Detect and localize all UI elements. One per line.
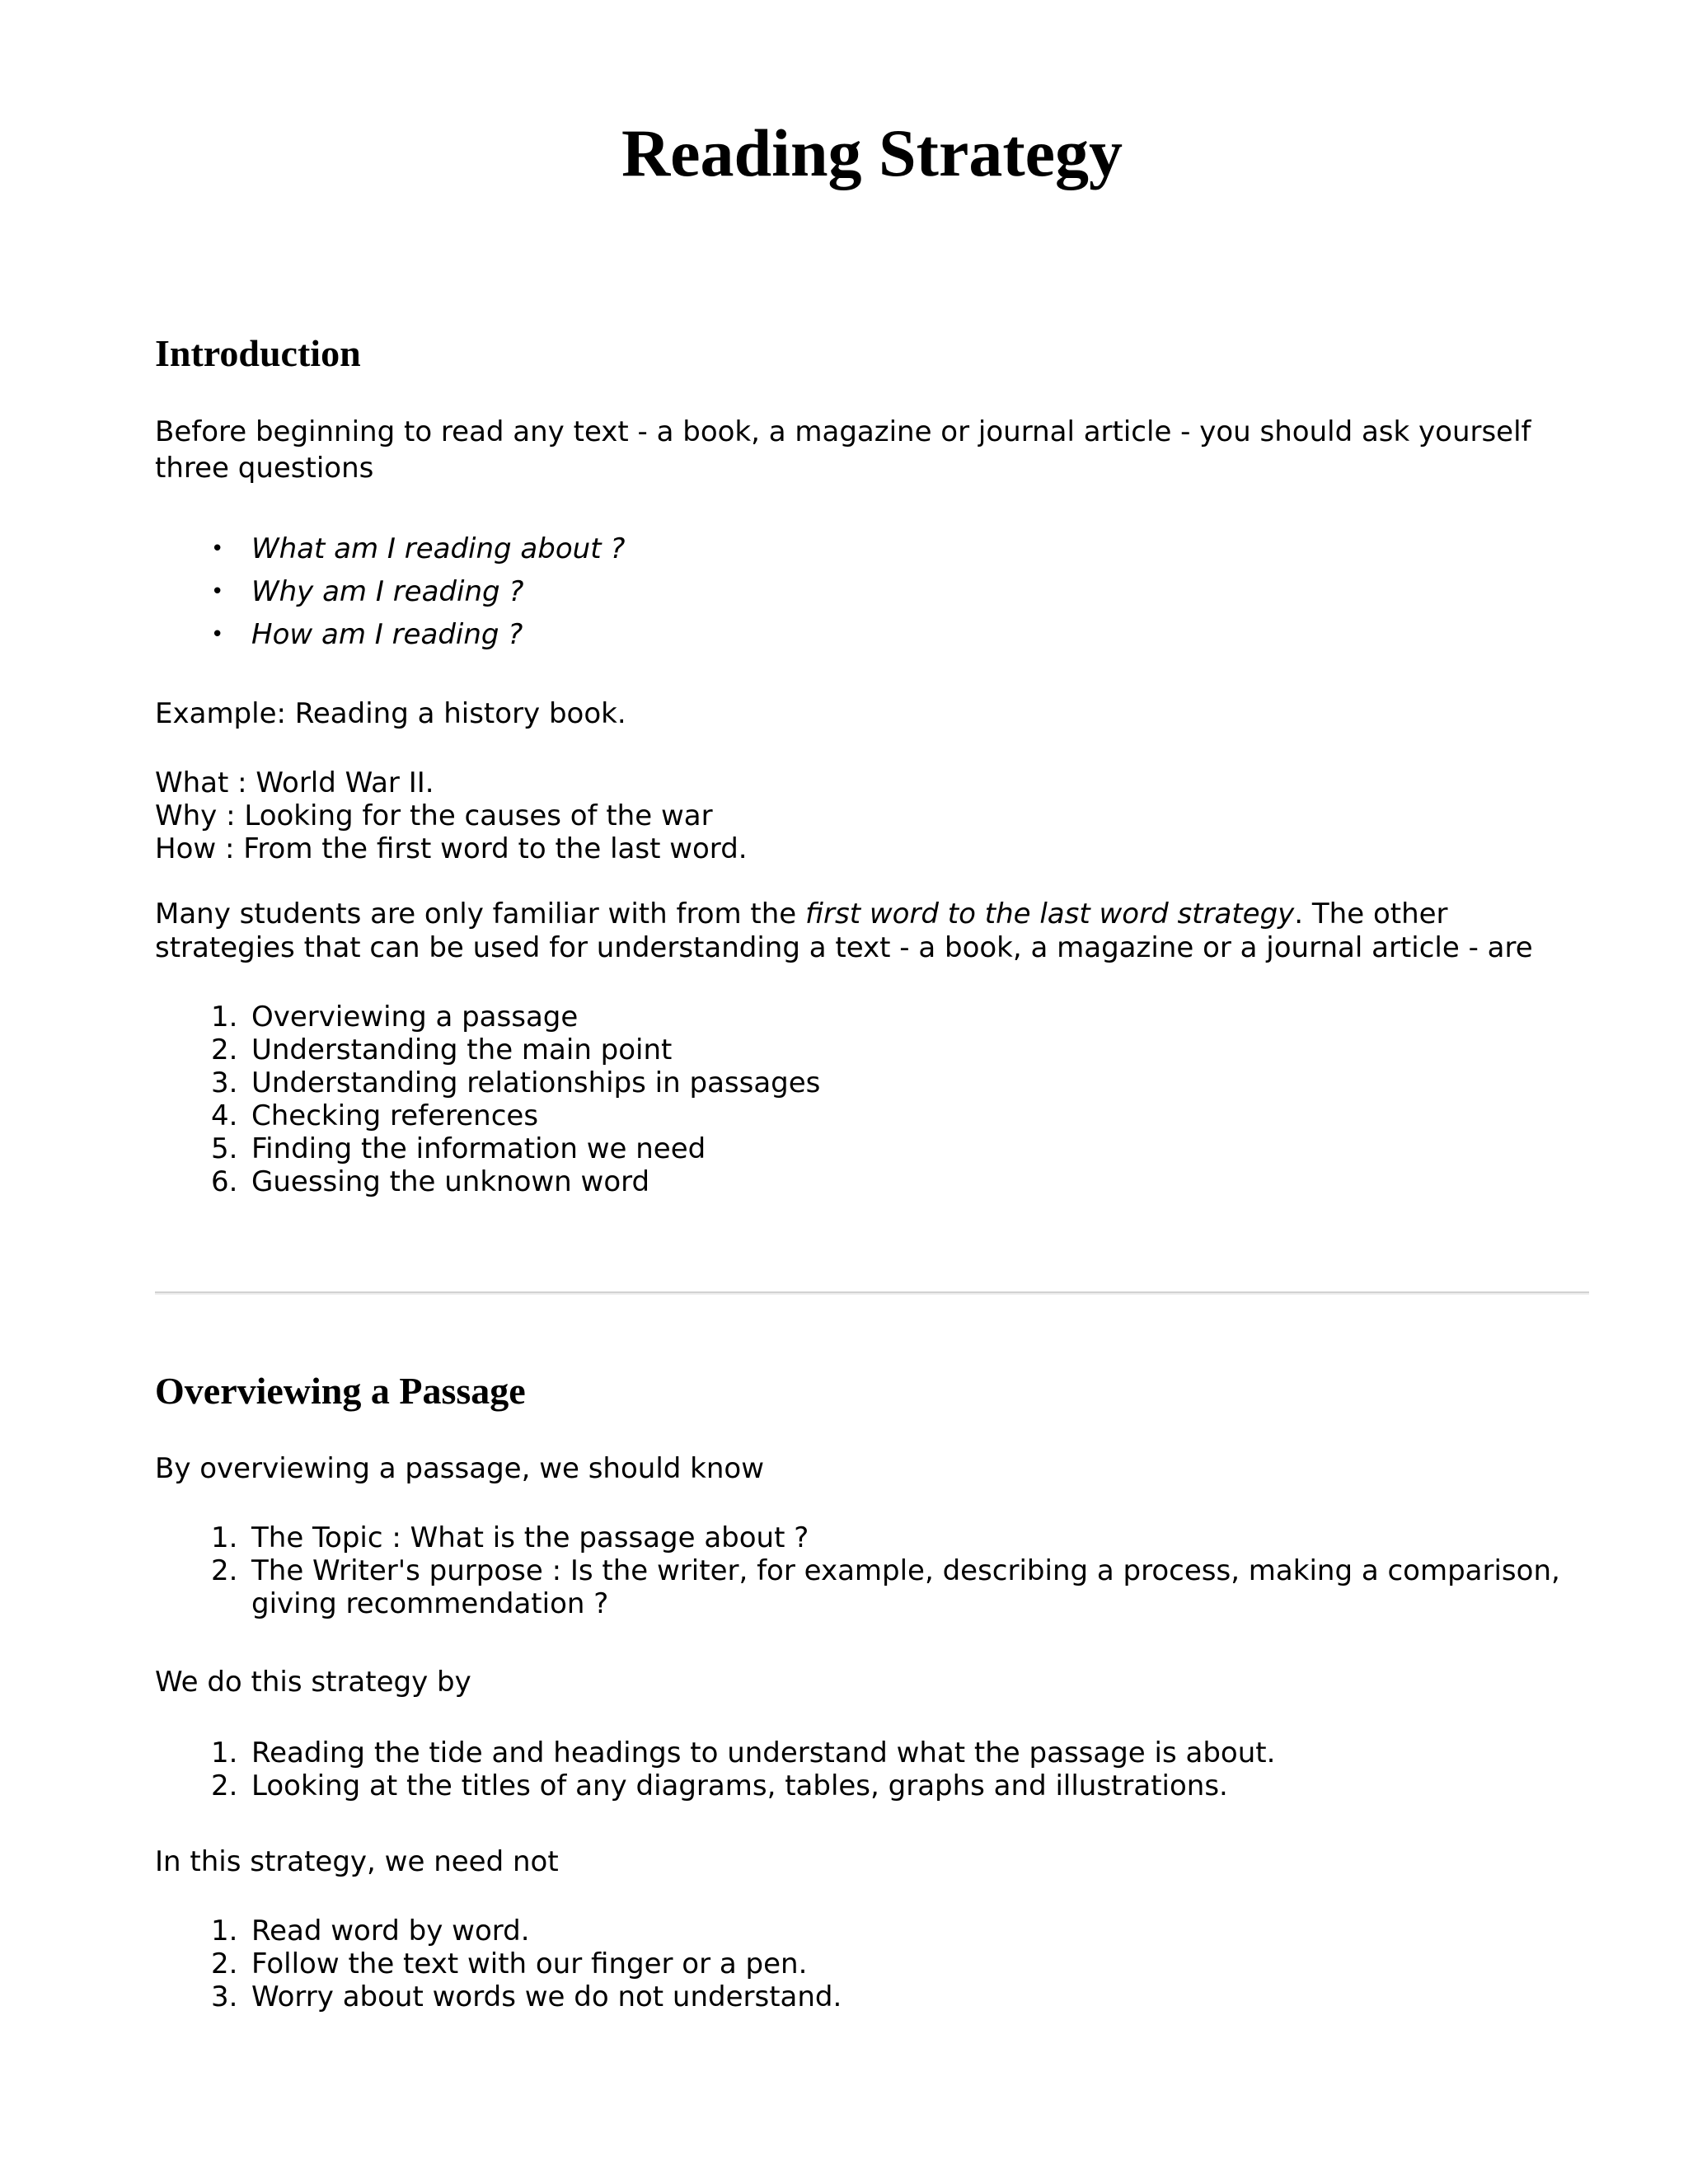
document-title: Reading Strategy: [621, 115, 1123, 190]
example-why: Why : Looking for the causes of the war: [155, 799, 713, 832]
do-strategy-intro: We do this strategy by: [155, 1666, 471, 1699]
need-not-intro: In this strategy, we need not: [155, 1845, 559, 1878]
emphasis-text: first word to the last word strategy: [805, 898, 1295, 930]
list-item: 1. Reading the tide and headings to understand what the passage is about.: [211, 1736, 1276, 1769]
list-item: 2. Understanding the main point: [211, 1033, 673, 1066]
list-item: 3. Understanding relationships in passages: [211, 1066, 821, 1099]
overview-intro: By overviewing a passage, we should know: [155, 1452, 765, 1485]
list-item: 2. Looking at the titles of any diagrams, tables, graphs and illustrations.: [211, 1769, 1228, 1802]
list-item: 6. Guessing the unknown word: [211, 1165, 650, 1198]
questions-list: [155, 527, 1589, 656]
example-how: How : From the first word to the last word.: [155, 832, 748, 865]
list-item: 2. The Writer's purpose : Is the writer, for example, describing a process, making a comparison, giving recommendation ?: [211, 1554, 1560, 1620]
bullet-icon: •: [211, 579, 224, 604]
list-item: 3. Worry about words we do not understand.: [211, 1980, 842, 2013]
do-strategy-list: [155, 1736, 1589, 1802]
intro-paragraph: Before beginning to read any text - a book, a magazine or journal article - you should ask yourself three questions: [155, 415, 1531, 485]
list-item: • How am I reading ?: [155, 613, 1589, 656]
list-item: 1. Read word by word.: [211, 1915, 530, 1947]
section-divider: [155, 1291, 1589, 1295]
list-item: 5. Finding the information we need: [211, 1132, 706, 1165]
example-line: Example: Reading a history book.: [155, 697, 626, 730]
example-what: What : World War II.: [155, 766, 434, 799]
bullet-icon: •: [211, 537, 224, 561]
strategies-paragraph: Many students are only familiar with from the first word to the last word strategy. The other strategies that can be used for understanding a text - a book, a magazine or a journal article - are: [155, 898, 1533, 964]
list-item: • What am I reading about ?: [155, 527, 1589, 570]
overview-know-list: [155, 1521, 1589, 1620]
strategies-list: [155, 1001, 1589, 1198]
bullet-icon: •: [211, 622, 224, 647]
example-details: [155, 766, 1589, 865]
list-item: 4. Checking references: [211, 1099, 539, 1132]
list-item: 1. The Topic : What is the passage about ?: [211, 1521, 809, 1554]
list-item: • Why am I reading ?: [155, 570, 1589, 613]
overview-heading: Overviewing a Passage: [155, 1370, 526, 1412]
list-item: 1. Overviewing a passage: [211, 1001, 579, 1033]
need-not-list: [155, 1915, 1589, 2013]
introduction-heading: Introduction: [155, 332, 361, 374]
list-item: 2. Follow the text with our finger or a pen.: [211, 1947, 808, 1980]
